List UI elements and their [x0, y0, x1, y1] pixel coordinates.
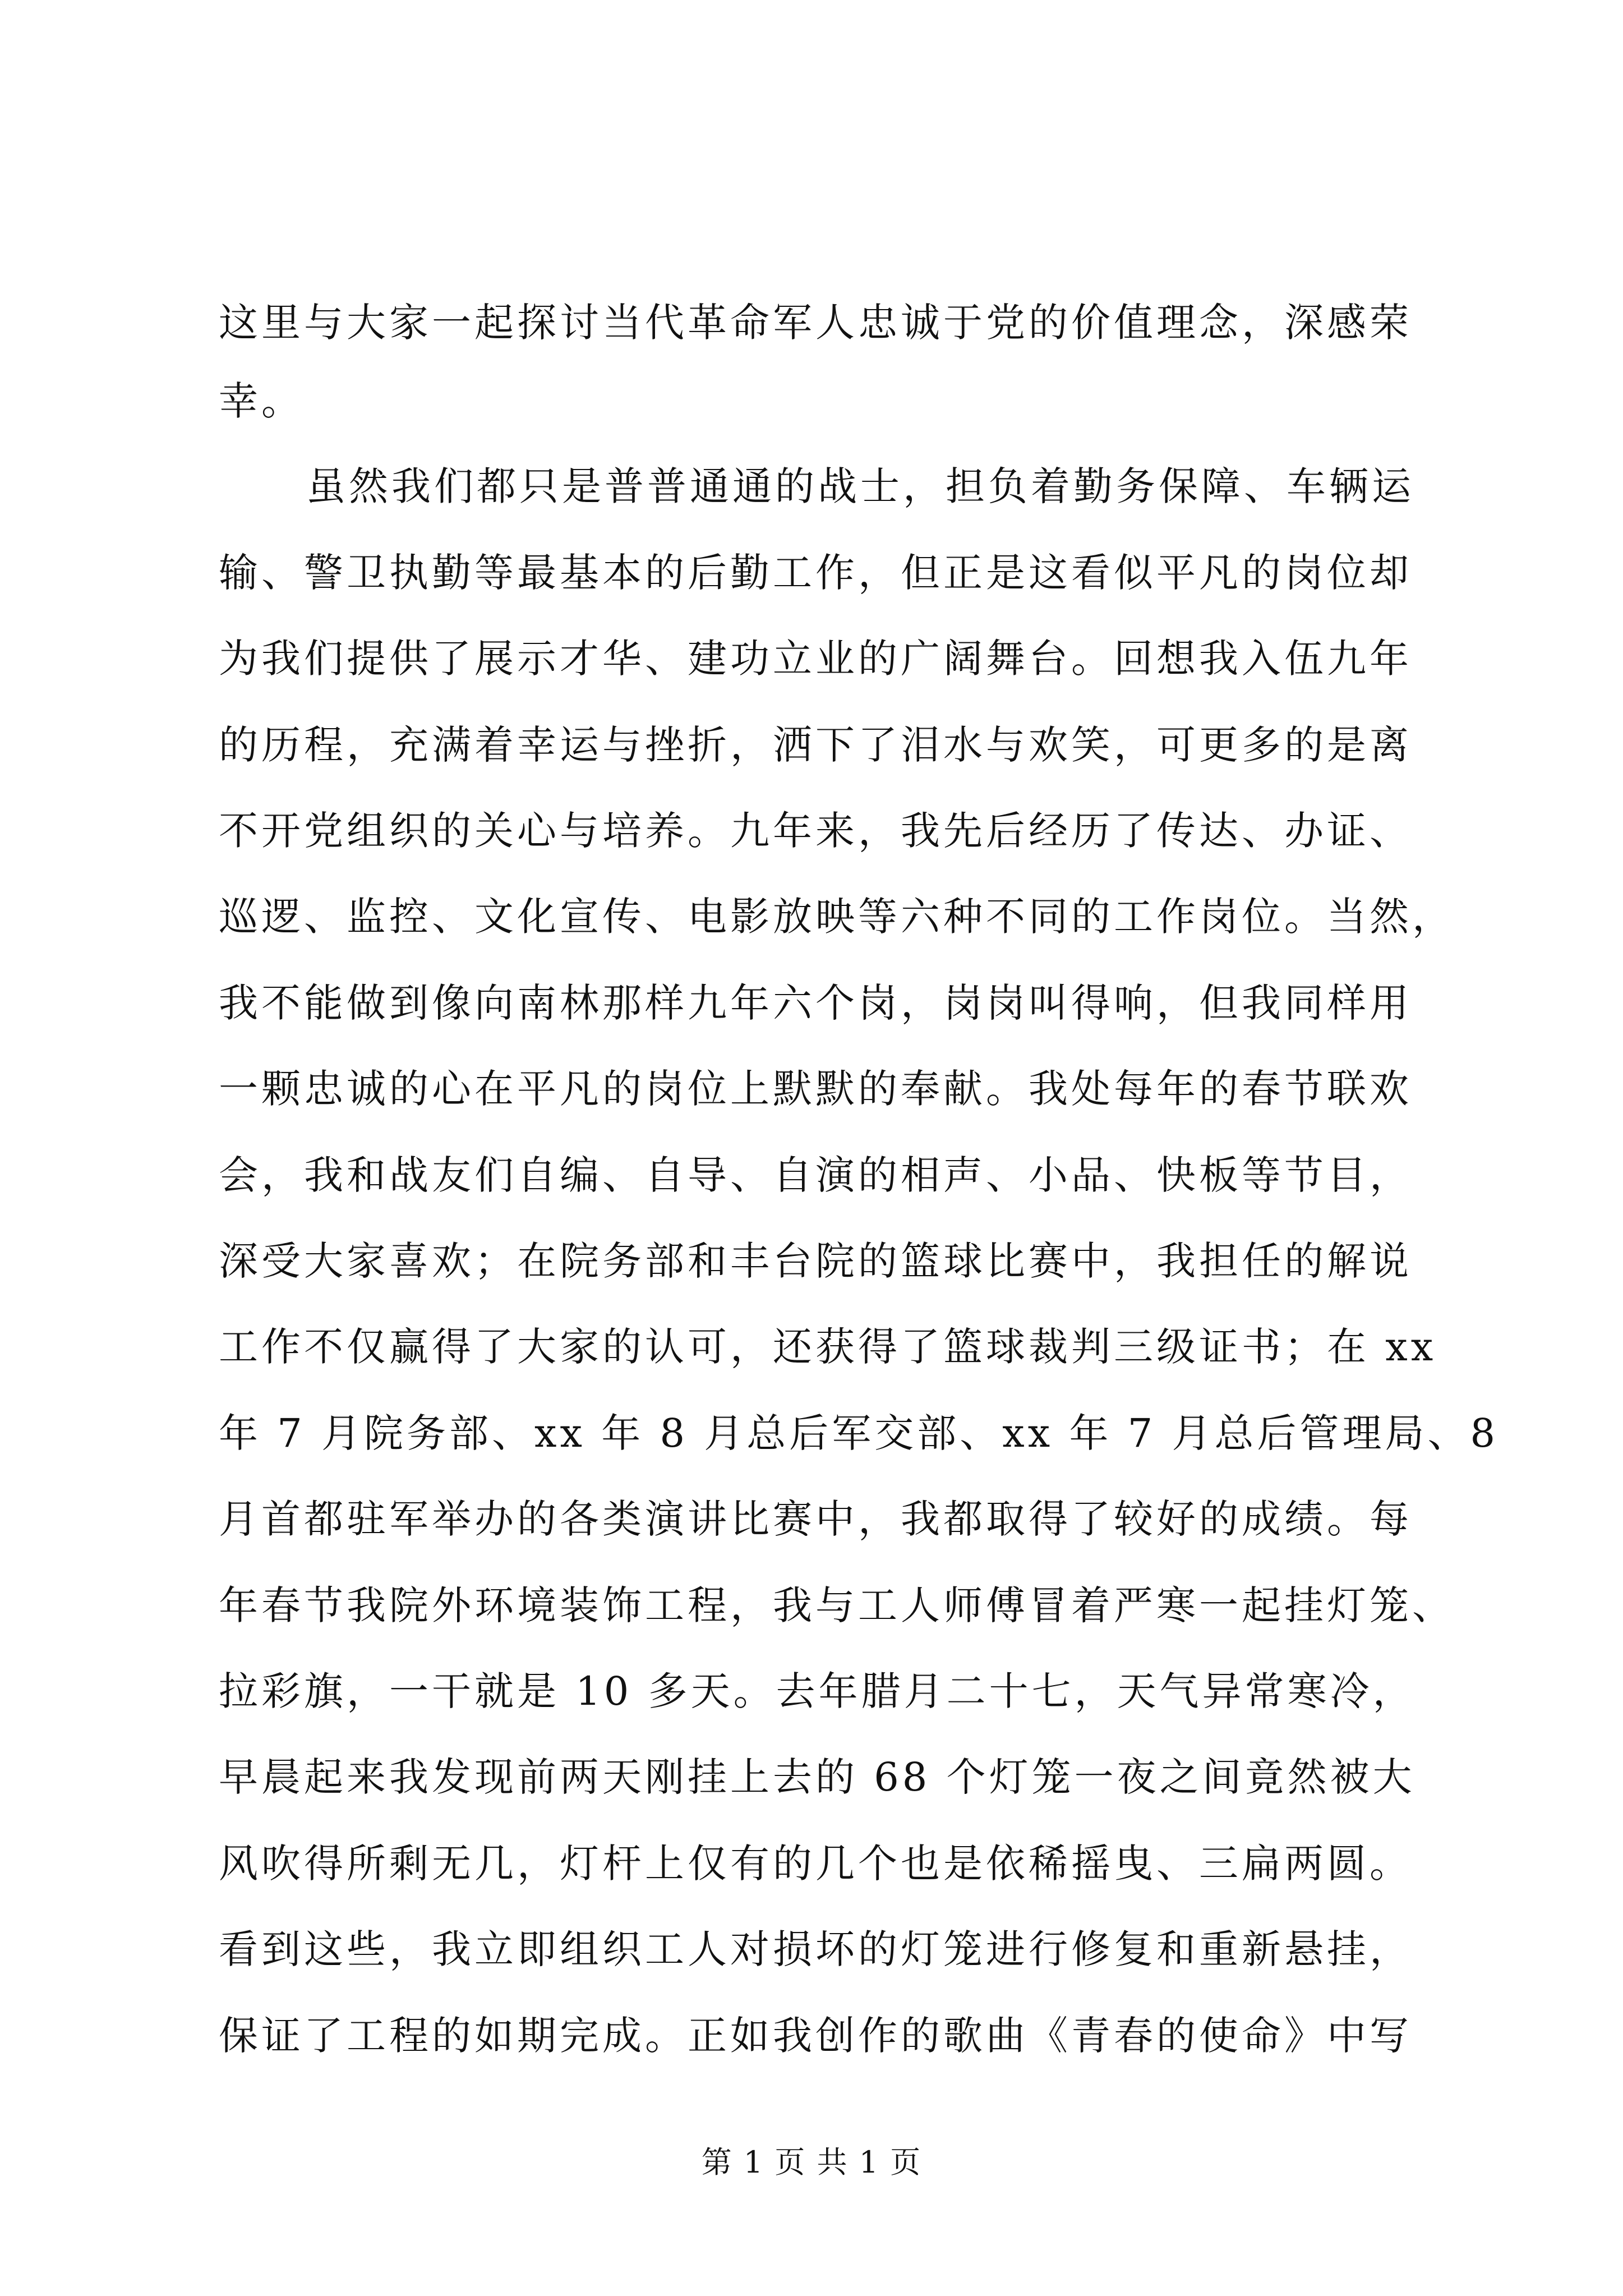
paragraph-line: 这里与大家一起探讨当代革命军人忠诚于党的价值理念，深感荣	[219, 300, 1412, 346]
paragraph-line: 年 7 月院务部、xx 年 8 月总后军交部、xx 年 7 月总后管理局、8	[219, 1410, 1499, 1456]
paragraph-line: 会，我和战友们自编、自导、自演的相声、小品、快板等节目，	[219, 1152, 1412, 1198]
paragraph-line: 幸。	[219, 378, 304, 424]
paragraph-line: 虽然我们都只是普普通通的战士，担负着勤务保障、车辆运	[306, 463, 1414, 509]
page-number-footer: 第 1 页 共 1 页	[701, 2145, 922, 2180]
paragraph-line: 工作不仅赢得了大家的认可，还获得了篮球裁判三级证书；在 xx	[219, 1324, 1437, 1370]
paragraph-line: 我不能做到像向南林那样九年六个岗，岗岗叫得响，但我同样用	[219, 980, 1412, 1026]
paragraph-line: 看到这些，我立即组织工人对损坏的灯笼进行修复和重新悬挂，	[219, 1926, 1412, 1972]
paragraph-line: 输、警卫执勤等最基本的后勤工作，但正是这看似平凡的岗位却	[219, 550, 1412, 596]
paragraph-line: 早晨起来我发现前两天刚挂上去的 68 个灯笼一夜之间竟然被大	[219, 1754, 1415, 1800]
paragraph-line: 的历程，充满着幸运与挫折，洒下了泪水与欢笑，可更多的是离	[219, 722, 1412, 768]
paragraph-line: 深受大家喜欢；在院务部和丰台院的篮球比赛中，我担任的解说	[219, 1238, 1412, 1284]
paragraph-line: 不开党组织的关心与培养。九年来，我先后经历了传达、办证、	[219, 808, 1412, 854]
paragraph-line: 拉彩旗，一干就是 10 多天。去年腊月二十七，天气异常寒冷，	[219, 1668, 1415, 1714]
paragraph-line: 保证了工程的如期完成。正如我创作的歌曲《青春的使命》中写	[219, 2013, 1412, 2059]
paragraph-line: 年春节我院外环境装饰工程，我与工人师傅冒着严寒一起挂灯笼、	[219, 1582, 1455, 1628]
paragraph-line: 一颗忠诚的心在平凡的岗位上默默的奉献。我处每年的春节联欢	[219, 1066, 1412, 1112]
paragraph-line: 为我们提供了展示才华、建功立业的广阔舞台。回想我入伍九年	[219, 636, 1412, 682]
paragraph-line: 巡逻、监控、文化宣传、电影放映等六种不同的工作岗位。当然，	[219, 894, 1455, 940]
paragraph-line: 月首都驻军举办的各类演讲比赛中，我都取得了较好的成绩。每	[219, 1496, 1412, 1542]
paragraph-line: 风吹得所剩无几，灯杆上仅有的几个也是依稀摇曳、三扁两圆。	[219, 1841, 1412, 1887]
